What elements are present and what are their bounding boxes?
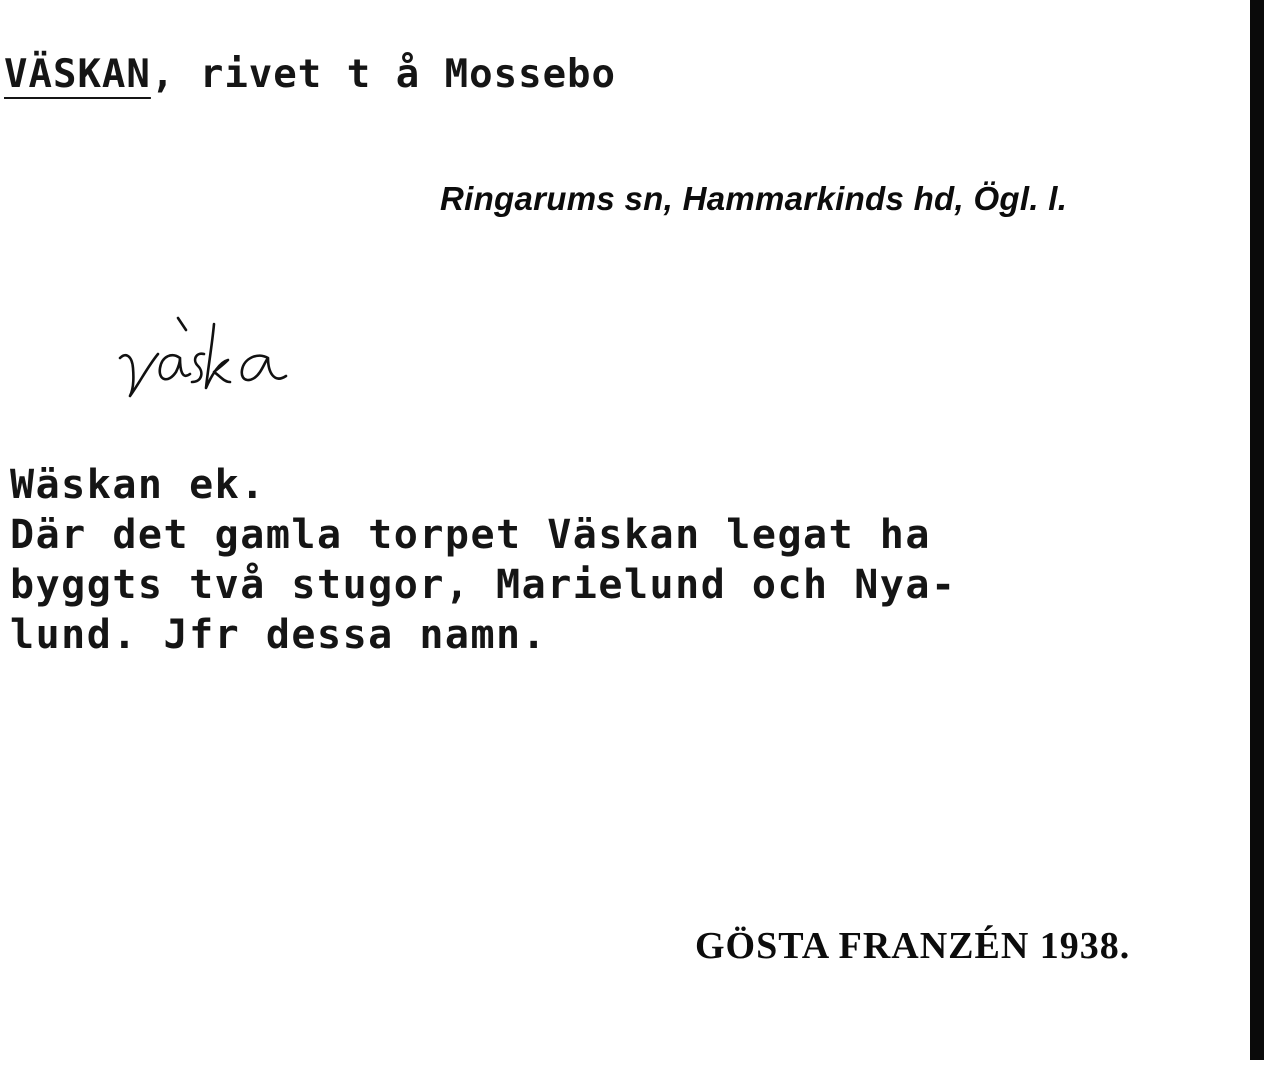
body-line-2: Där det gamla torpet Väskan legat ha [10, 512, 931, 558]
headword: VÄSKAN [4, 52, 151, 97]
body-line-1: Wäskan ek. [10, 462, 266, 508]
headword-description: , rivet t å Mossebo [150, 52, 617, 97]
handwritten-pronunciation [118, 310, 328, 410]
signature: GÖSTA FRANZÉN 1938. [695, 925, 1131, 967]
headword-line [4, 52, 616, 97]
location-reference: Ringarums sn, Hammarkinds hd, Ögl. l. [440, 180, 1068, 217]
body-line-4: lund. Jfr dessa namn. [10, 612, 548, 658]
card-right-edge [1250, 0, 1264, 1060]
body-line-3: byggts två stugor, Marielund och Nya- [10, 562, 957, 608]
